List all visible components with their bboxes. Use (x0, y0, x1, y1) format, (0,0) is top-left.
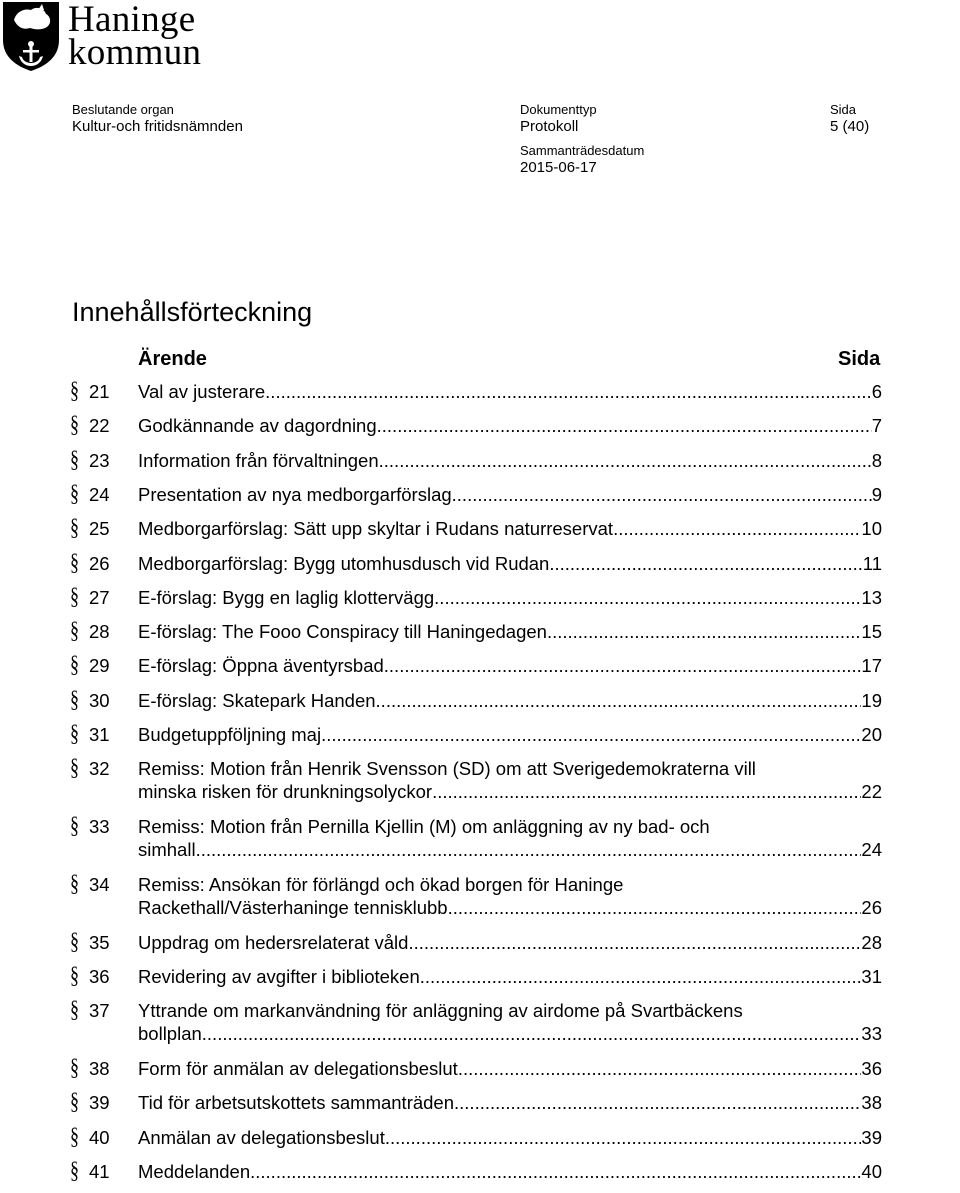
toc-item-page: 19 (861, 689, 882, 711)
toc-item-title: Tid för arbetsutskottets sammanträden (138, 1092, 455, 1114)
section-symbol: § (70, 963, 79, 989)
organ-value: Kultur-och fritidsnämnden (72, 118, 243, 135)
toc-item-leader-line (138, 1091, 882, 1114)
section-symbol: § (70, 686, 79, 713)
toc-item-page: 11 (862, 552, 882, 574)
toc-item-leader-line (138, 552, 882, 575)
toc-item-leader-line (138, 1126, 882, 1149)
toc-item-title: minska risken för drunkningsolyckor (138, 781, 433, 803)
toc-item-leader-line (138, 689, 882, 712)
section-symbol: § (70, 480, 79, 507)
toc-item-title: Form för anmälan av delegationsbeslut (138, 1058, 458, 1080)
toc-item-title-line: Remiss: Motion från Pernilla Kjellin (M) om anläggning av ny bad- och (138, 816, 710, 838)
toc-item-leader-line (138, 449, 882, 472)
header-date (520, 142, 644, 176)
toc-item-title: Uppdrag om hedersrelaterat våld (138, 931, 409, 953)
toc-item-page: 8 (871, 449, 882, 471)
toc-item-text (138, 414, 882, 437)
toc-leader-dots (432, 780, 861, 803)
toc-item-leader-line (138, 931, 882, 954)
toc-item-text (138, 815, 882, 861)
page-label: Sida (830, 102, 857, 117)
toc-item-text (138, 517, 882, 540)
toc-item-page: 20 (861, 724, 882, 745)
header-organ (72, 101, 243, 135)
toc-item-number: 27 (89, 586, 110, 608)
toc-item-text (138, 380, 882, 403)
toc-item-leader-line (138, 1022, 882, 1045)
section-symbol: § (70, 583, 79, 610)
toc-item-title: E-förslag: Bygg en laglig klottervägg (138, 586, 435, 608)
toc-leader-dots (379, 449, 872, 472)
toc-item-leader-line (138, 620, 882, 643)
toc-item-number: 28 (89, 621, 110, 643)
toc-item-number: 29 (89, 655, 110, 677)
toc-item-number: 26 (89, 552, 110, 574)
toc-item-leader-line (138, 414, 882, 437)
toc-leader-dots (448, 896, 862, 919)
toc-item-text (138, 1091, 882, 1114)
toc-item-number: 33 (89, 816, 110, 838)
toc-item-title: Medborgarförslag: Bygg utomhusdusch vid Rudan (138, 552, 550, 574)
toc-item-page: 26 (861, 896, 882, 918)
toc-item-title: Meddelanden (138, 1161, 251, 1182)
toc-leader-dots (458, 1057, 862, 1080)
toc-item-title-line: Yttrande om markanvändning för anläggning av airdome på Svartbäckens (138, 1000, 743, 1022)
toc-item-page: 15 (861, 621, 882, 643)
section-symbol: § (70, 870, 79, 897)
toc-item-title: bollplan (138, 1023, 202, 1045)
toc-item-page: 31 (861, 966, 882, 987)
toc-item-text (138, 689, 882, 712)
toc-item-text (138, 999, 882, 1045)
section-symbol: § (70, 515, 79, 542)
toc-leader-dots (452, 483, 872, 506)
toc-item-text (138, 873, 882, 919)
toc-item-page: 38 (861, 1092, 882, 1114)
toc-item-text (138, 586, 882, 609)
toc-item-number: 36 (89, 966, 110, 987)
toc-item-number: 21 (89, 381, 110, 402)
toc-item-leader-line (138, 723, 882, 746)
toc-item-text (138, 1160, 882, 1183)
organ-label: Beslutande organ (72, 102, 174, 117)
toc-column-sida: Sida (838, 348, 881, 370)
section-symbol: § (70, 618, 79, 645)
logo-text-line1: Haninge (68, 0, 196, 40)
toc-item-text (138, 723, 882, 746)
toc-item-title: Medborgarförslag: Sätt upp skyltar i Rudans naturreservat (138, 518, 614, 540)
toc-leader-dots (376, 689, 862, 712)
toc-item-page: 36 (861, 1058, 882, 1080)
doctype-label: Dokumenttyp (520, 102, 597, 117)
toc-item-number: 40 (89, 1126, 110, 1148)
toc-column-arende: Ärende (138, 348, 207, 370)
toc-item-leader-line (138, 483, 882, 506)
toc-item-page: 10 (861, 518, 882, 540)
toc-item-page: 17 (861, 655, 882, 677)
page-value: 5 (40) (830, 118, 870, 135)
section-symbol: § (70, 378, 79, 404)
toc-item-title: E-förslag: Skatepark Handen (138, 689, 376, 711)
toc-item-page: 33 (861, 1023, 882, 1045)
logo-text-line2: kommun (68, 32, 202, 73)
toc-item-leader-line (138, 965, 882, 988)
coat-of-arms-icon (0, 0, 62, 72)
toc-item-text (138, 931, 882, 954)
toc-leader-dots (265, 380, 872, 403)
toc-item-leader-line (138, 1057, 882, 1080)
section-symbol: § (70, 446, 79, 473)
haninge-logo (0, 0, 230, 72)
section-symbol: § (70, 997, 79, 1024)
toc-item-number: 35 (89, 931, 110, 953)
toc-item-number: 39 (89, 1092, 110, 1114)
toc-item-text (138, 483, 882, 506)
toc-leader-dots (408, 931, 861, 954)
toc-item-title: Val av justerare (138, 381, 266, 402)
toc-item-text (138, 654, 882, 677)
toc-item-number: 31 (89, 724, 110, 745)
toc-item-title: Information från förvaltningen (138, 449, 379, 471)
doctype-value: Protokoll (520, 118, 579, 135)
toc-leader-dots (454, 1091, 861, 1114)
toc-item-number: 30 (89, 689, 110, 711)
toc-item-number: 22 (89, 415, 110, 437)
toc-leader-dots (547, 620, 861, 643)
toc-title: Innehållsförteckning (72, 297, 313, 327)
toc-item-leader-line (138, 586, 882, 609)
section-symbol: § (70, 652, 79, 679)
toc-item-text (138, 965, 882, 988)
toc-item-page: 9 (871, 483, 882, 505)
toc-item-leader-line (138, 654, 882, 677)
toc-item-number: 37 (89, 1000, 110, 1022)
section-symbol: § (70, 721, 79, 747)
toc-item-number: 34 (89, 873, 110, 895)
toc-item-leader-line (138, 1160, 882, 1183)
toc-item-page: 24 (861, 839, 882, 861)
toc-item-leader-line (138, 380, 882, 403)
toc-item-title: E-förslag: The Fooo Conspiracy till Haningedagen (138, 621, 547, 643)
toc-item-leader-line (138, 896, 882, 919)
toc-leader-dots (549, 552, 862, 575)
toc-item-title: Rackethall/Västerhaninge tennisklubb (138, 896, 448, 918)
toc-item-number: 25 (89, 518, 110, 540)
toc-leader-dots (202, 1022, 862, 1045)
toc-item-leader-line (138, 517, 882, 540)
toc-item-text (138, 757, 882, 803)
section-symbol: § (70, 412, 79, 439)
toc-item-leader-line (138, 780, 882, 803)
section-symbol: § (70, 549, 79, 576)
section-symbol: § (70, 813, 79, 840)
toc-item-number: 41 (89, 1161, 110, 1182)
toc-leader-dots (434, 586, 861, 609)
toc-item-text (138, 449, 882, 472)
toc-item-title: Revidering av avgifter i biblioteken (138, 966, 420, 987)
toc-item-page: 13 (861, 586, 882, 608)
toc-item-page: 40 (861, 1161, 882, 1182)
toc-item-title: Anmälan av delegationsbeslut (138, 1126, 385, 1148)
header-doctype (520, 101, 597, 135)
toc-item-text (138, 620, 882, 643)
date-label: Sammanträdesdatum (520, 143, 645, 158)
section-symbol: § (70, 1123, 79, 1150)
toc-item-number: 23 (89, 449, 110, 471)
toc-leader-dots (196, 838, 862, 861)
toc-leader-dots (384, 654, 862, 677)
toc-item-text (138, 552, 882, 575)
toc-item-title: Presentation av nya medborgarförslag (138, 483, 452, 505)
toc-leader-dots (321, 723, 861, 746)
toc-item-page: 7 (871, 415, 882, 437)
toc-item-number: 32 (89, 758, 110, 780)
section-symbol: § (70, 755, 79, 782)
toc-item-title: Budgetuppföljning maj (138, 724, 322, 745)
toc-item-page: 22 (861, 781, 882, 803)
header-page (830, 101, 869, 135)
section-symbol: § (70, 1158, 79, 1184)
section-symbol: § (70, 1055, 79, 1082)
toc-item-number: 24 (89, 483, 110, 505)
toc-item-text (138, 1126, 882, 1149)
section-symbol: § (70, 928, 79, 955)
toc-item-title-line: Remiss: Ansökan för förlängd och ökad borgen för Haninge (138, 873, 624, 895)
toc-item-text (138, 1057, 882, 1080)
toc-item-leader-line (138, 838, 882, 861)
toc-leader-dots (377, 414, 872, 437)
toc-item-page: 28 (861, 931, 882, 953)
toc-item-title: E-förslag: Öppna äventyrsbad (138, 655, 384, 677)
toc-leader-dots (385, 1126, 862, 1149)
toc-leader-dots (613, 517, 861, 540)
toc-item-number: 38 (89, 1058, 110, 1080)
section-symbol: § (70, 1089, 79, 1116)
toc-item-title: simhall (138, 839, 196, 861)
toc-item-title: Godkännande av dagordning (138, 415, 377, 437)
date-value: 2015-06-17 (520, 159, 597, 176)
toc-item-page: 39 (861, 1126, 882, 1148)
toc-leader-dots (250, 1160, 861, 1183)
toc-item-page: 6 (871, 381, 882, 402)
toc-item-title-line: Remiss: Motion från Henrik Svensson (SD) om att Sverigedemokraterna vill (138, 758, 756, 780)
toc-leader-dots (420, 965, 862, 988)
